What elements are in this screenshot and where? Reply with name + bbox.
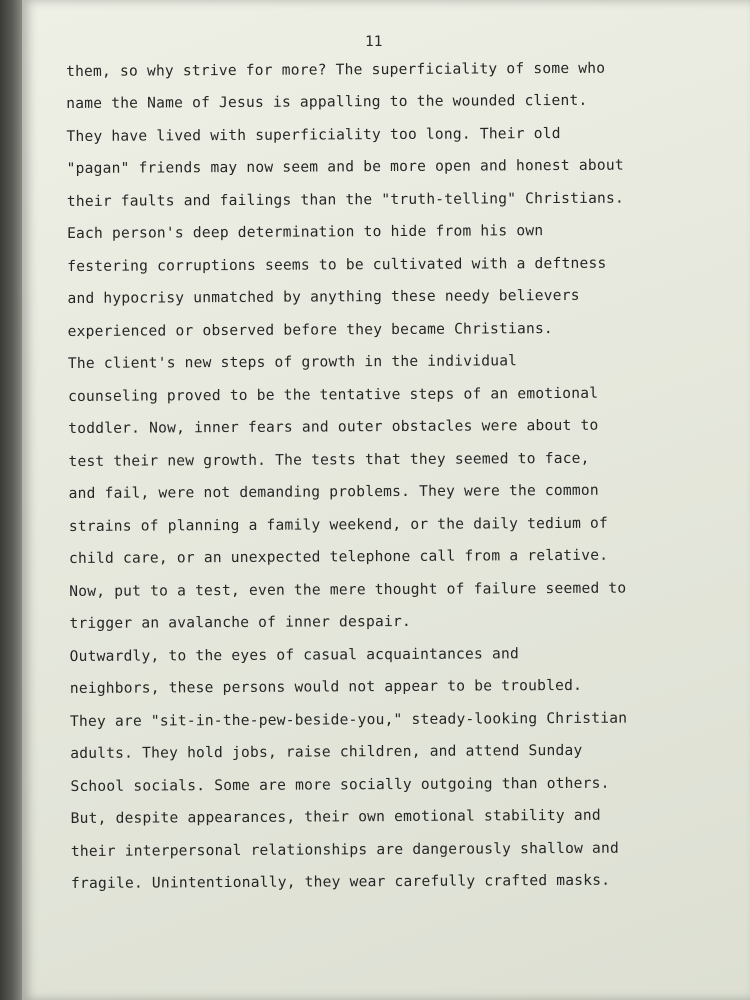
text-line: Each person's deep determination to hide from his own <box>66 222 544 242</box>
book-binding-shadow <box>0 0 22 1000</box>
text-line: test their new growth. The tests that they seemed to face, <box>68 449 590 470</box>
text-line: their faults and failings than the "truth-telling" Christians. <box>66 189 625 210</box>
text-line: experienced or observed before they became Christians. <box>67 320 553 340</box>
text-line: neighbors, these persons would not appear to be troubled. <box>69 676 583 697</box>
text-line: "pagan" friends may now seem and be more open and honest about <box>66 156 624 177</box>
text-line: The client's new steps of growth in the individual <box>67 352 518 372</box>
text-line: trigger an avalanche of inner despair. <box>69 612 411 632</box>
text-line: their interpersonal relationships are dangerously shallow and <box>70 839 620 860</box>
text-line: name the Name of Jesus is appalling to the wounded client. <box>66 91 588 112</box>
document-page <box>22 0 750 1000</box>
text-line: adults. They hold jobs, raise children, and attend Sunday <box>70 741 583 762</box>
text-line: strains of planning a family weekend, or the daily tedium of <box>68 514 609 535</box>
text-line: fragile. Unintentionally, they wear carefully crafted masks. <box>70 871 611 892</box>
text-line: and fail, were not demanding problems. They were the common <box>68 481 599 502</box>
text-line: counseling proved to be the tentative steps of an emotional <box>67 384 599 405</box>
body-text <box>66 58 746 892</box>
text-line: School socials. Some are more socially outgoing than others. <box>70 774 610 795</box>
text-line: toddler. Now, inner fears and outer obstacles were about to <box>68 416 599 437</box>
text-line: child care, or an unexpected telephone call from a relative. <box>68 546 609 567</box>
text-line: Outwardly, to the eyes of casual acquaintances and <box>69 645 519 665</box>
text-line: them, so why strive for more? The superficiality of some who <box>66 59 606 80</box>
text-line: They have lived with superficiality too long. Their old <box>66 124 561 145</box>
text-line: Now, put to a test, even the mere thought of failure seemed to <box>69 579 627 600</box>
text-line: They are "sit-in-the-pew-beside-you," steady-looking Christian <box>69 709 628 730</box>
text-line: and hypocrisy unmatched by anything these needy believers <box>67 286 580 307</box>
text-line: festering corruptions seems to be cultivated with a deftness <box>67 254 607 275</box>
text-line: But, despite appearances, their own emotional stability and <box>70 806 601 827</box>
page-number: 11 <box>365 34 383 50</box>
